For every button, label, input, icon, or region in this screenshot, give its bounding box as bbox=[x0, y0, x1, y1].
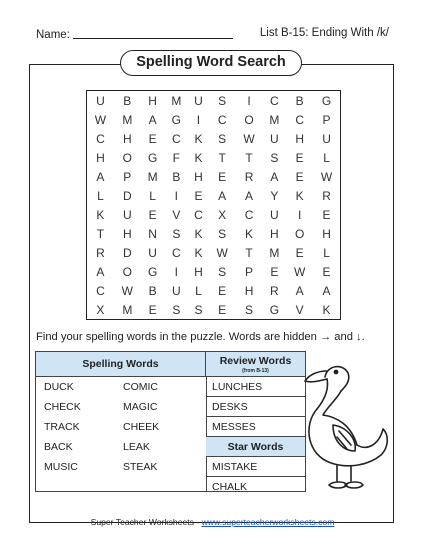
grid-letter: H bbox=[244, 283, 254, 298]
review-words-title: Review Words bbox=[219, 355, 292, 367]
grid-letter: W bbox=[216, 245, 228, 260]
grid-letter: N bbox=[148, 226, 157, 241]
grid-letter: K bbox=[295, 188, 304, 203]
grid-letter: I bbox=[247, 93, 251, 108]
grid-letter: O bbox=[244, 112, 254, 127]
grid-letter: K bbox=[96, 207, 105, 222]
grid-letter: W bbox=[94, 112, 107, 127]
spelling-word: MAGIC bbox=[123, 401, 158, 413]
grid-letter: U bbox=[122, 207, 132, 222]
grid-letter: W bbox=[320, 169, 333, 184]
grid-letter: P bbox=[123, 169, 132, 184]
grid-letter: F bbox=[172, 150, 180, 165]
grid-letter: C bbox=[171, 131, 181, 146]
grid-row bbox=[87, 148, 340, 167]
grid-letter: H bbox=[295, 131, 304, 146]
worksheet-title: Spelling Word Search bbox=[120, 50, 302, 76]
grid-letter: G bbox=[147, 150, 158, 165]
name-blank-line[interactable] bbox=[73, 27, 233, 39]
spelling-word: STEAK bbox=[123, 461, 158, 473]
grid-letter: C bbox=[270, 93, 279, 108]
grid-letter: A bbox=[96, 169, 105, 184]
footer-link[interactable]: www.superteacherworksheets.com bbox=[201, 517, 335, 527]
grid-letter: R bbox=[96, 245, 105, 260]
grid-letter: H bbox=[322, 226, 331, 241]
grid-letter: B bbox=[295, 93, 304, 108]
grid-letter: O bbox=[122, 264, 132, 279]
grid-letter: B bbox=[123, 93, 132, 108]
grid-letter: H bbox=[194, 264, 203, 279]
grid-letter: U bbox=[270, 207, 279, 222]
grid-letter: S bbox=[218, 131, 227, 146]
grid-letter: E bbox=[295, 245, 304, 260]
grid-letter: L bbox=[195, 283, 202, 298]
grid-letter: E bbox=[148, 207, 157, 222]
grid-letter: E bbox=[218, 283, 227, 298]
grid-letter: T bbox=[218, 150, 226, 165]
grid-letter: E bbox=[194, 188, 203, 203]
grid-letter: H bbox=[270, 226, 279, 241]
grid-letter: L bbox=[323, 245, 330, 260]
grid-letter: M bbox=[122, 302, 133, 317]
grid-letter: H bbox=[122, 226, 132, 241]
word-search-grid bbox=[86, 90, 341, 320]
grid-letter: O bbox=[294, 226, 305, 241]
spelling-word: LEAK bbox=[123, 441, 150, 453]
grid-row bbox=[87, 186, 340, 205]
grid-letter: H bbox=[148, 93, 157, 108]
spelling-words-header: Spelling Words bbox=[36, 352, 206, 377]
grid-letter: Y bbox=[270, 188, 279, 203]
grid-row bbox=[87, 110, 340, 129]
grid-letter: M bbox=[147, 169, 158, 184]
spelling-words-column-1 bbox=[44, 377, 124, 477]
grid-letter: A bbox=[148, 112, 157, 127]
grid-letter: S bbox=[172, 226, 181, 241]
spelling-word: COMIC bbox=[123, 381, 158, 393]
grid-letter: A bbox=[270, 169, 279, 184]
review-word: DESKS bbox=[206, 397, 305, 417]
grid-row bbox=[87, 91, 340, 110]
spelling-word: CHEEK bbox=[123, 421, 160, 433]
grid-letter: A bbox=[245, 188, 254, 203]
grid-letter: E bbox=[270, 264, 279, 279]
grid-letter: P bbox=[322, 112, 331, 127]
grid-letter: K bbox=[245, 226, 254, 241]
grid-letter: S bbox=[218, 264, 227, 279]
grid-letter: H bbox=[194, 169, 203, 184]
grid-letter: K bbox=[194, 150, 203, 165]
grid-row bbox=[87, 224, 340, 243]
grid-letter: A bbox=[218, 188, 227, 203]
grid-letter: S bbox=[218, 93, 227, 108]
grid-letter: C bbox=[244, 207, 254, 222]
grid-letter: S bbox=[194, 302, 203, 317]
grid-letter: L bbox=[323, 150, 330, 165]
grid-body bbox=[87, 91, 340, 319]
grid-letter: C bbox=[295, 112, 304, 127]
grid-row bbox=[87, 243, 340, 262]
spelling-words-column-2 bbox=[123, 377, 203, 477]
grid-letter: L bbox=[97, 188, 104, 203]
grid-letter: R bbox=[322, 188, 331, 203]
grid-letter: W bbox=[243, 131, 255, 146]
grid-letter: C bbox=[194, 207, 203, 222]
instructions: Find your spelling words in the puzzle. Words are hidden → and ↓. bbox=[36, 331, 365, 343]
grid-letter: A bbox=[96, 264, 105, 279]
grid-letter: B bbox=[148, 283, 157, 298]
grid-letter: I bbox=[196, 112, 201, 127]
grid-letter: T bbox=[245, 150, 253, 165]
grid-letter: C bbox=[96, 131, 105, 146]
grid-letter: W bbox=[293, 264, 306, 279]
grid-letter: K bbox=[194, 245, 203, 260]
grid-letter: U bbox=[171, 283, 181, 298]
grid-letter: O bbox=[122, 150, 132, 165]
grid-row bbox=[87, 281, 340, 300]
grid-letter: I bbox=[174, 264, 178, 279]
grid-letter: A bbox=[295, 283, 304, 298]
spelling-word: DUCK bbox=[44, 381, 74, 393]
grid-letter: S bbox=[218, 226, 227, 241]
grid-letter: M bbox=[171, 93, 182, 108]
grid-letter: U bbox=[96, 93, 105, 108]
grid-row bbox=[87, 167, 340, 186]
grid-letter: M bbox=[269, 245, 280, 260]
grid-letter: E bbox=[295, 169, 304, 184]
grid-letter: S bbox=[270, 150, 279, 165]
grid-letter: T bbox=[96, 226, 105, 241]
grid-letter: I bbox=[297, 207, 302, 222]
grid-letter: C bbox=[171, 245, 181, 260]
grid-letter: K bbox=[322, 302, 331, 317]
grid-letter: U bbox=[148, 245, 157, 260]
grid-letter: R bbox=[244, 169, 254, 184]
grid-letter: E bbox=[218, 169, 227, 184]
grid-letter: A bbox=[322, 283, 331, 298]
review-words-subtitle: (from B-13) bbox=[242, 368, 269, 374]
name-field[interactable] bbox=[36, 27, 233, 41]
grid-letter: G bbox=[321, 93, 332, 108]
grid-letter: X bbox=[218, 207, 227, 222]
grid-letter: S bbox=[245, 302, 254, 317]
grid-letter: U bbox=[270, 131, 279, 146]
grid-letter: V bbox=[295, 302, 304, 317]
grid-letter: E bbox=[148, 302, 157, 317]
star-words-header: Star Words bbox=[206, 437, 305, 457]
grid-letter: U bbox=[194, 93, 203, 108]
word-bank bbox=[35, 351, 306, 492]
grid-letter: I bbox=[174, 188, 178, 203]
grid-letter: E bbox=[295, 150, 304, 165]
spelling-word: CHECK bbox=[44, 401, 81, 413]
duck-illustration bbox=[303, 355, 391, 497]
grid-letter: L bbox=[149, 188, 156, 203]
grid-letter: E bbox=[322, 264, 331, 279]
grid-letter: H bbox=[122, 131, 132, 146]
grid-letter: H bbox=[96, 150, 105, 165]
grid-letter: K bbox=[194, 226, 203, 241]
grid-letter: V bbox=[172, 207, 181, 222]
star-word: CHALK bbox=[212, 481, 248, 493]
grid-letter: G bbox=[171, 112, 181, 127]
star-word: MISTAKE bbox=[206, 457, 305, 477]
grid-letter: G bbox=[147, 264, 158, 279]
name-label: Name: bbox=[36, 29, 70, 41]
grid-letter: M bbox=[269, 112, 280, 127]
grid-letter: E bbox=[218, 302, 227, 317]
grid-letter: E bbox=[148, 131, 157, 146]
grid-letter: W bbox=[121, 283, 133, 298]
spelling-word: BACK bbox=[44, 441, 73, 453]
footer bbox=[0, 517, 425, 527]
grid-letter: K bbox=[194, 131, 203, 146]
list-label: List B-15: Ending With /k/ bbox=[259, 27, 389, 39]
review-word: LUNCHES bbox=[206, 377, 305, 397]
review-words-header bbox=[206, 352, 305, 377]
spelling-word: TRACK bbox=[44, 421, 80, 433]
grid-letter: R bbox=[270, 283, 279, 298]
grid-letter: T bbox=[245, 245, 253, 260]
grid-letter: M bbox=[122, 112, 133, 127]
grid-letter: D bbox=[122, 188, 132, 203]
grid-letter: D bbox=[122, 245, 132, 260]
grid-row bbox=[87, 129, 340, 148]
grid-row bbox=[87, 262, 340, 281]
grid-row bbox=[87, 300, 340, 319]
footer-prefix: Super Teacher Worksheets - bbox=[90, 517, 202, 527]
grid-letter: P bbox=[245, 264, 254, 279]
spelling-word: MUSIC bbox=[44, 461, 78, 473]
grid-letter: B bbox=[172, 169, 181, 184]
grid-letter: X bbox=[96, 302, 105, 317]
grid-letter: C bbox=[217, 112, 227, 127]
review-word: MESSES bbox=[206, 417, 305, 437]
grid-letter: G bbox=[269, 302, 280, 317]
grid-letter: E bbox=[322, 207, 331, 222]
grid-letter: S bbox=[172, 302, 181, 317]
grid-row bbox=[87, 205, 340, 224]
grid-letter: U bbox=[322, 131, 331, 146]
grid-letter: C bbox=[96, 283, 105, 298]
